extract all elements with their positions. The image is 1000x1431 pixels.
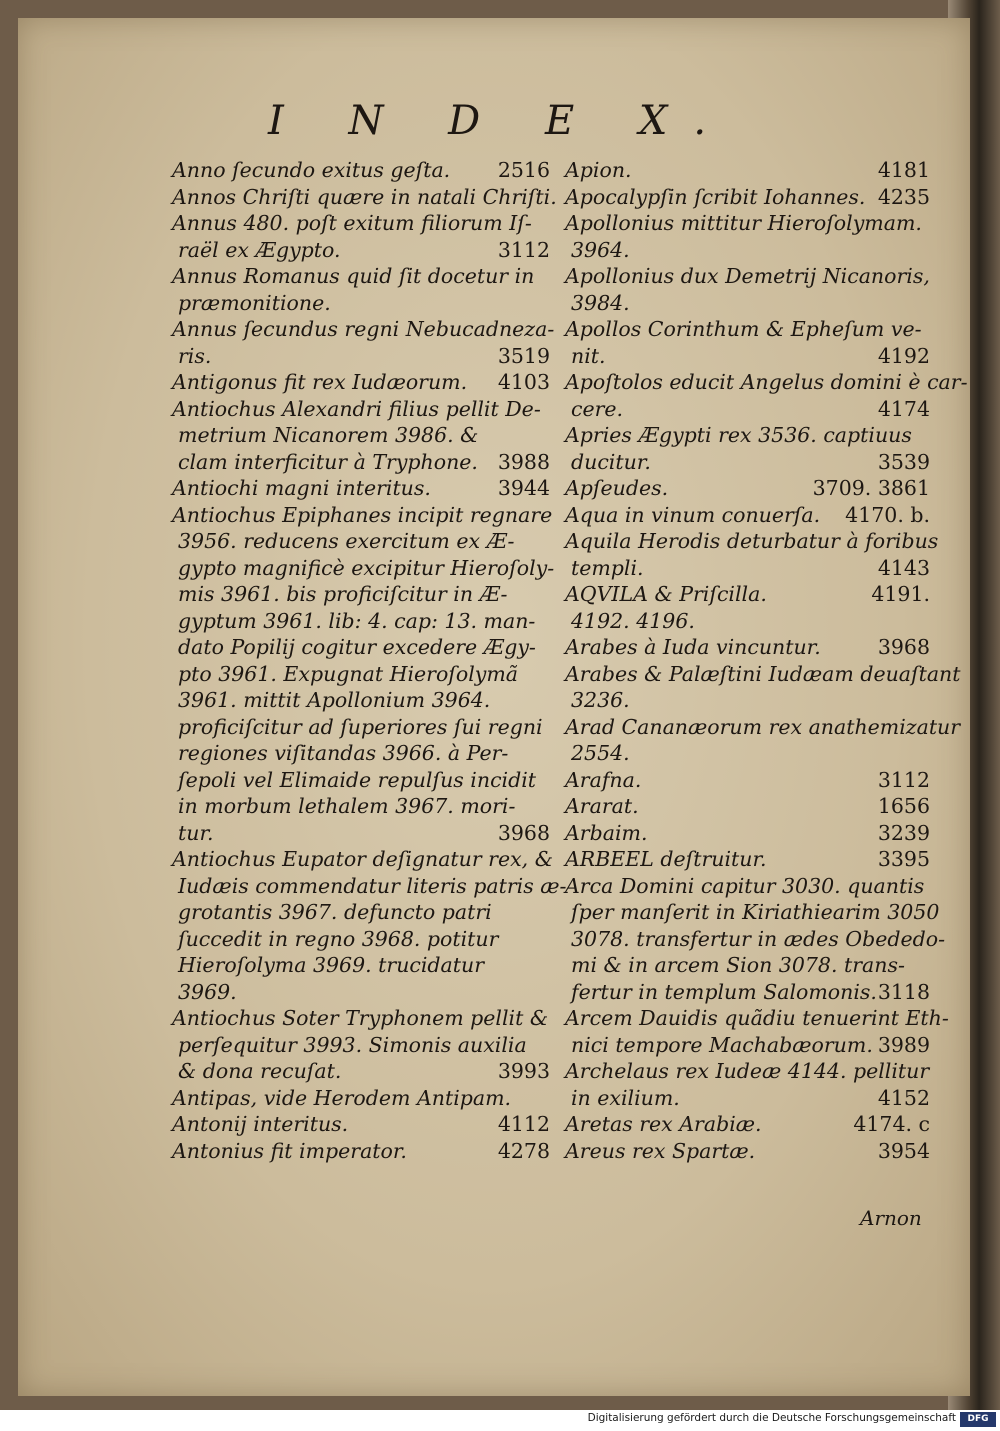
index-entry: nici tempore Machabæorum. 3989 [571,1032,930,1057]
index-entry: Arad Cananæorum rex anathemizatur [565,714,961,739]
index-entry: ARBEEL deſtruitur. 3395 [565,847,930,871]
index-entry: ris. 3519 [178,343,550,368]
index-entry: Apollonius mittitur Hieroſolymam. [565,211,922,235]
index-entry: Antonius fit imperator. 4278 [172,1138,550,1163]
index-entry: 3964. [571,237,630,262]
index-entry: Annus ſecundus regni Nebucadneza- [172,317,555,341]
index-entry: 4192. 4196. [571,608,695,633]
index-entry: Anno ſecundo exitus geſta. 2516 [172,158,550,182]
index-entry: mis 3961. bis proficiſcitur in Æ- [178,582,508,606]
index-entry: AQVILA & Priſcilla. 4191. [565,582,930,606]
page-title: I N D E X. [267,98,733,144]
index-entry: in exilium. 4152 [571,1085,930,1110]
index-entry: 3956. reducens exercitum ex Æ- [178,529,515,553]
index-entry: Antiochus Eupator deſignatur rex, & [172,847,553,871]
index-entry: in morbum lethalem 3967. mori- [178,794,516,818]
index-entry: præmonitione. [178,290,331,315]
index-entry: metrium Nicanorem 3986. & [178,423,479,447]
index-entry: Annos Chriſti quære in natali Chriſti. [172,184,557,209]
index-entry: ſper manſerit in Kiriathiearim 3050 [571,900,940,924]
index-column-left [172,157,567,1164]
index-entry: 2554. [571,741,630,765]
index-entry: raël ex Ægypto. 3112 [178,237,550,262]
index-entry: Annus Romanus quid ſit docetur in [172,264,535,288]
index-entry: nit. 4192 [571,343,930,368]
index-entry: Apion. 4181 [565,158,930,182]
index-entry: proficiſcitur ad ſuperiores ſui regni [178,714,543,739]
index-entry: Arafna. 3112 [565,767,930,792]
index-entry: Antiochus Alexandri filius pellit De- [172,396,541,421]
index-entry: Arcem Dauidis quãdiu tenuerint Eth- [565,1006,949,1030]
index-entry: Arbaim. 3239 [565,820,930,845]
dfg-logo[interactable]: DFG [960,1412,996,1427]
index-entry: Apocalypſin ſcribit Iohannes. 4235 [565,184,930,209]
index-entry: Iudæis commendatur literis patris æ- [178,873,567,898]
index-entry: 3984. [571,290,630,315]
index-entry: Apollos Corinthum & Epheſum ve- [565,317,922,341]
index-entry: Arabes à Iuda vincuntur. 3968 [565,635,930,659]
index-entry: & dona recuſat. 3993 [178,1059,550,1083]
index-entry: gyptum 3961. lib: 4. cap: 13. man- [178,608,536,633]
index-entry: cere. 4174 [571,396,930,421]
index-entry: Ararat. 1656 [565,794,930,818]
index-entry: Apoſtolos educit Angelus domini è car- [565,370,968,394]
index-entry: pto 3961. Expugnat Hieroſolymã [178,661,519,686]
footer-credit: Digitalisierung gefördert durch die Deutsche Forschungsgemeinschaft [587,1412,956,1424]
index-entry: Arca Domini capitur 3030. quantis [565,873,925,898]
index-entry: grotantis 3967. defuncto patri [178,900,492,924]
index-column-right [565,157,968,1164]
index-entry: ducitur. 3539 [571,449,930,474]
index-entry: Hieroſolyma 3969. trucidatur [178,953,485,977]
index-entry: Annus 480. poſt exitum filiorum Iſ- [172,211,532,235]
index-entry: gypto magnificè excipitur Hieroſoly- [178,555,555,580]
index-entry: mi & in arcem Sion 3078. trans- [571,953,905,977]
index-entry: Apries Ægypti rex 3536. captiuus [565,423,912,447]
index-entry: templi. 4143 [571,555,930,580]
index-entry: perſequitur 3993. Simonis auxilia [178,1032,527,1057]
footer-bar [0,1410,1000,1431]
index-entry: 3969. [178,979,237,1004]
index-entry: 3078. transfertur in ædes Obededo- [571,926,946,951]
index-entry: Antiochus Soter Tryphonem pellit & [172,1006,549,1030]
index-entry: Apollonius dux Demetrij Nicanoris, [565,264,930,288]
index-entry: Antiochi magni interitus. 3944 [172,476,550,500]
index-entry: clam interficitur à Tryphone. 3988 [178,449,550,474]
index-entry: ſepoli vel Elimaide repulſus incidit [178,767,537,792]
index-entry: Antiochus Epiphanes incipit regnare [172,502,553,527]
index-entry: Antipas, vide Herodem Antipam. [172,1085,512,1110]
index-entry: Antonij interitus. 4112 [172,1112,550,1136]
index-entry: Arabes & Palæſtini Iudæam deuaſtant [565,661,961,686]
index-entry: 3961. mittit Apollonium 3964. [178,688,491,712]
index-entry: ſuccedit in regno 3968. potitur [178,926,499,951]
index-entry: dato Popilij cogitur excedere Ægy- [178,635,536,659]
index-entry: Apſeudes. 3709. 3861 [565,476,930,500]
index-entry: 3236. [571,688,630,712]
index-entry: Areus rex Spartæ. 3954 [565,1138,930,1163]
index-entry: Archelaus rex Iudeæ 4144. pellitur [565,1059,930,1083]
index-entry: Antigonus fit rex Iudæorum. 4103 [172,370,550,394]
index-entry: Aquila Herodis deturbatur à foribus [565,529,939,553]
index-entry: tur. 3968 [178,820,550,845]
index-entry: fertur in templum Salomonis. 3118 [571,979,930,1004]
index-entry: Aretas rex Arabiæ. 4174. c [565,1112,930,1136]
catchword: Arnon [860,1206,922,1230]
index-entry: Aqua in vinum conuerſa. 4170. b. [565,502,930,527]
index-entry: regiones viſitandas 3966. à Per- [178,741,509,765]
